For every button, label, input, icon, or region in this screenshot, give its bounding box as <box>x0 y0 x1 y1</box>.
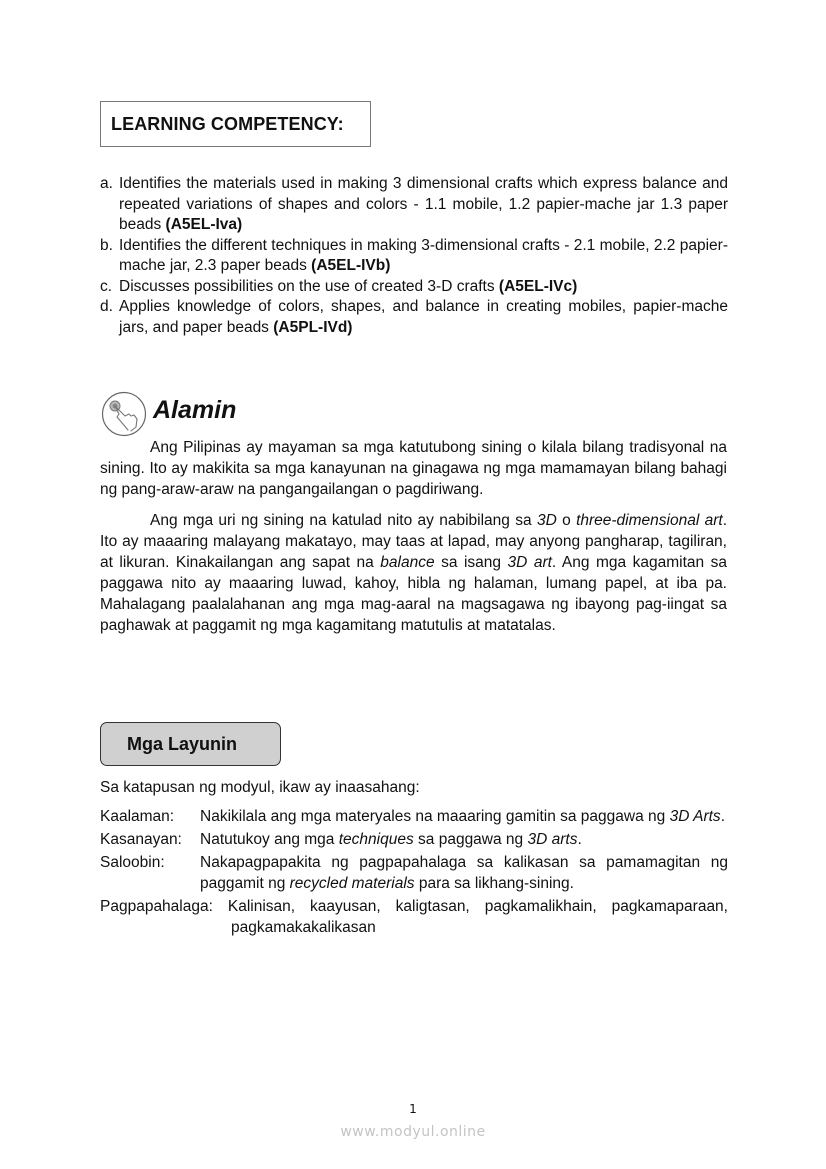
alamin-paragraph-1 <box>100 437 727 500</box>
item-letter: a. <box>100 175 113 192</box>
objective-saloobin <box>100 852 728 894</box>
italic-run: techniques <box>338 831 414 848</box>
objective-label: Kasanayan: <box>100 831 182 848</box>
item-code: (A5PL-IVd) <box>273 318 353 336</box>
watermark: www.modyul.online <box>340 1124 486 1140</box>
item-letter: c. <box>100 277 113 295</box>
italic-run: balance <box>380 554 435 571</box>
learning-competency-title: LEARNING COMPETENCY: <box>111 113 344 134</box>
italic-run: 3D arts <box>527 831 578 848</box>
italic-run: 3D art <box>507 554 552 571</box>
text-run: para sa likhang-sining. <box>414 875 574 892</box>
competency-item <box>100 277 728 298</box>
competency-item <box>100 297 728 338</box>
hand-touch-icon <box>101 391 147 437</box>
objective-label: Pagpapahalaga: <box>100 898 213 915</box>
item-letter: b. <box>100 236 113 254</box>
item-letter: d. <box>100 298 113 315</box>
item-code: (A5EL-IVc) <box>498 277 578 295</box>
text-run: . <box>720 808 725 825</box>
competency-item <box>100 236 728 277</box>
text-run: Ang mga uri ng sining na katulad nito ay nabibilang sa <box>150 512 537 529</box>
objective-label: Kaalaman: <box>100 808 175 825</box>
text-run: Natutukoy ang mga <box>200 831 339 848</box>
objective-pagpapahalaga <box>100 896 728 938</box>
objective-kaalaman <box>100 806 728 827</box>
item-text: Applies knowledge of colors, shapes, and balance in creating mobiles, papier-mache jars, and paper beads <box>119 298 728 336</box>
learning-competency-heading <box>100 101 371 147</box>
text-run: o <box>556 512 577 529</box>
italic-run: 3D <box>536 512 557 529</box>
alamin-paragraph-2 <box>100 510 727 636</box>
item-text: Identifies the materials used in making 3 dimensional crafts which express balance and repeated variations of shapes and colors - 1.1 mobile, 1.2 papier-mache jar 1.3 paper beads <box>119 175 728 233</box>
layunin-heading <box>100 722 281 766</box>
layunin-title: Mga Layunin <box>127 733 238 754</box>
text-run: . Ang mga kagamitan sa paggawa nito ay maaaring luwad, kahoy, hibla ng halaman, lumang papel, at iba pa. Mahalagang paalalahanan ang mga mag-aaral na magsagawa ng ibayong pag-iingat sa paghawak at paggamit ng mga kagamitang matutulis at matatalas. <box>100 554 727 634</box>
objectives-list <box>100 806 728 938</box>
layunin-intro: Sa katapusan ng modyul, ikaw ay inaasahang: <box>100 779 420 796</box>
text-run: Nakapagpapakita ng pagpapahalaga sa kalikasan sa pamamagitan ng paggamit ng <box>200 854 728 892</box>
italic-run: 3D Arts <box>669 808 721 825</box>
item-text: Discusses possibilities on the use of created 3-D crafts <box>119 277 499 295</box>
text-run: Nakikilala ang mga materyales na maaaring gamitin sa paggawa ng <box>200 808 670 825</box>
competency-item <box>100 174 728 236</box>
page-number: 1 <box>409 1102 417 1116</box>
objective-label: Saloobin: <box>100 854 165 871</box>
objective-kasanayan <box>100 829 728 850</box>
text-run: sa isang <box>434 554 508 571</box>
item-text: Identifies the different techniques in making 3-dimensional crafts - 2.1 mobile, 2.2 papier-mache jar, 2.3 paper beads <box>119 236 728 274</box>
competency-list <box>100 174 728 338</box>
italic-run: recycled materials <box>289 875 415 892</box>
item-code: (A5EL-Iva) <box>165 216 243 233</box>
text-run: sa paggawa ng <box>413 831 528 848</box>
text-run: . <box>577 831 582 848</box>
objective-text: Kalinisan, kaayusan, kaligtasan, pagkamalikhain, pagkamaparaan, pagkamakakalikasan <box>227 898 728 936</box>
text-run: . Ito ay maaaring malayang makatayo, may taas at lapad, may anyong pangharap, tagiliran, at likuran. Kinakailangan ang sapat na <box>100 512 727 571</box>
paragraph-text: Ang Pilipinas ay mayaman sa mga katutubong sining o kilala bilang tradisyonal na sining. Ito ay makikita sa mga kanayunan na ginagawa ng mga mamamayan bilang bahagi ng pang-araw-araw na pangangailangan o pagdiriwang. <box>100 439 727 498</box>
item-code: (A5EL-IVb) <box>311 257 391 274</box>
alamin-title: Alamin <box>153 396 237 424</box>
italic-run: three-dimensional art <box>576 512 723 529</box>
